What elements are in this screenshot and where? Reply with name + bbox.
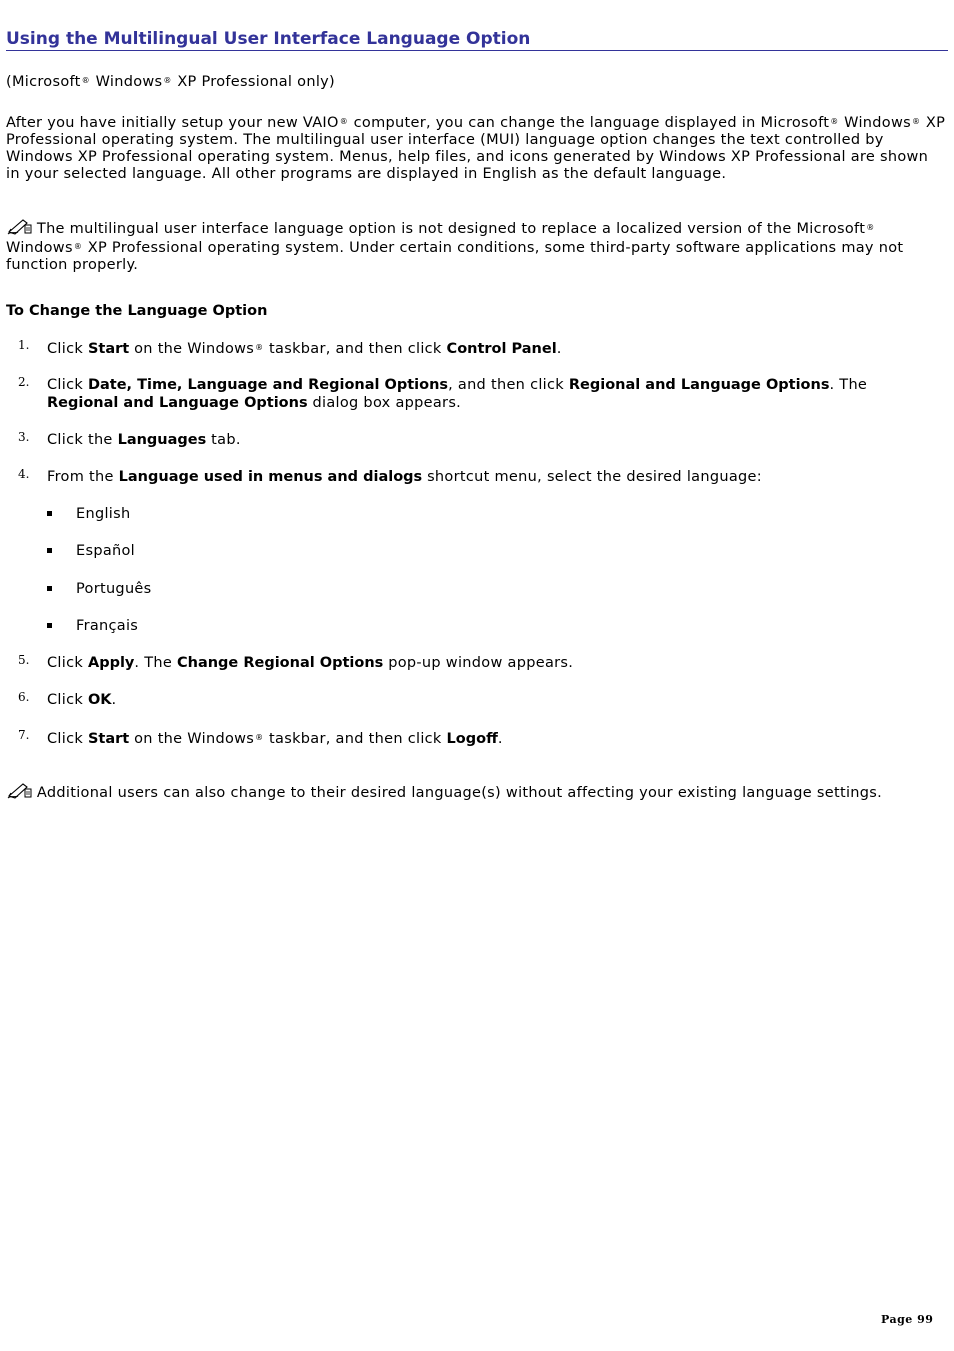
bullet-icon <box>47 548 52 553</box>
page-title: Using the Multilingual User Interface Language Option <box>6 29 948 51</box>
bullet-icon <box>47 511 52 516</box>
step-number: 2. <box>18 375 30 389</box>
bullet-icon <box>47 586 52 591</box>
step-number: 3. <box>18 430 30 444</box>
page-number: Page 99 <box>881 1313 934 1326</box>
step-number: 7. <box>18 728 30 742</box>
step-number: 5. <box>18 653 30 667</box>
step-number: 1. <box>18 338 30 352</box>
step-number: 4. <box>18 467 30 481</box>
note-pencil-icon <box>6 781 32 799</box>
bullet-icon <box>47 623 52 628</box>
section-heading: To Change the Language Option <box>6 303 268 319</box>
note-box-2: Additional users can also change to their desired language(s) without affecting your existing language settings. <box>6 781 946 802</box>
step-number: 6. <box>18 690 30 704</box>
intro-paragraph: After you have initially setup your new VAIO® computer, you can change the language displayed in Microsoft® Windows® XP Professional operating system. The multilingual user interface (MUI) language option changes the text controlled by Windows XP Professional operating system. Menus, help files, and icons generated by Windows XP Professional are shown in your selected language. All other programs are displayed in English as the default language. <box>6 115 946 182</box>
edition-note: (Microsoft® Windows® XP Professional only) <box>6 74 335 90</box>
note-pencil-icon <box>6 217 32 235</box>
note-box-1: The multilingual user interface language option is not designed to replace a localized version of the Microsoft® Windows® XP Professional operating system. Under certain conditions, some third-party software applications may not function properly. <box>6 217 946 274</box>
